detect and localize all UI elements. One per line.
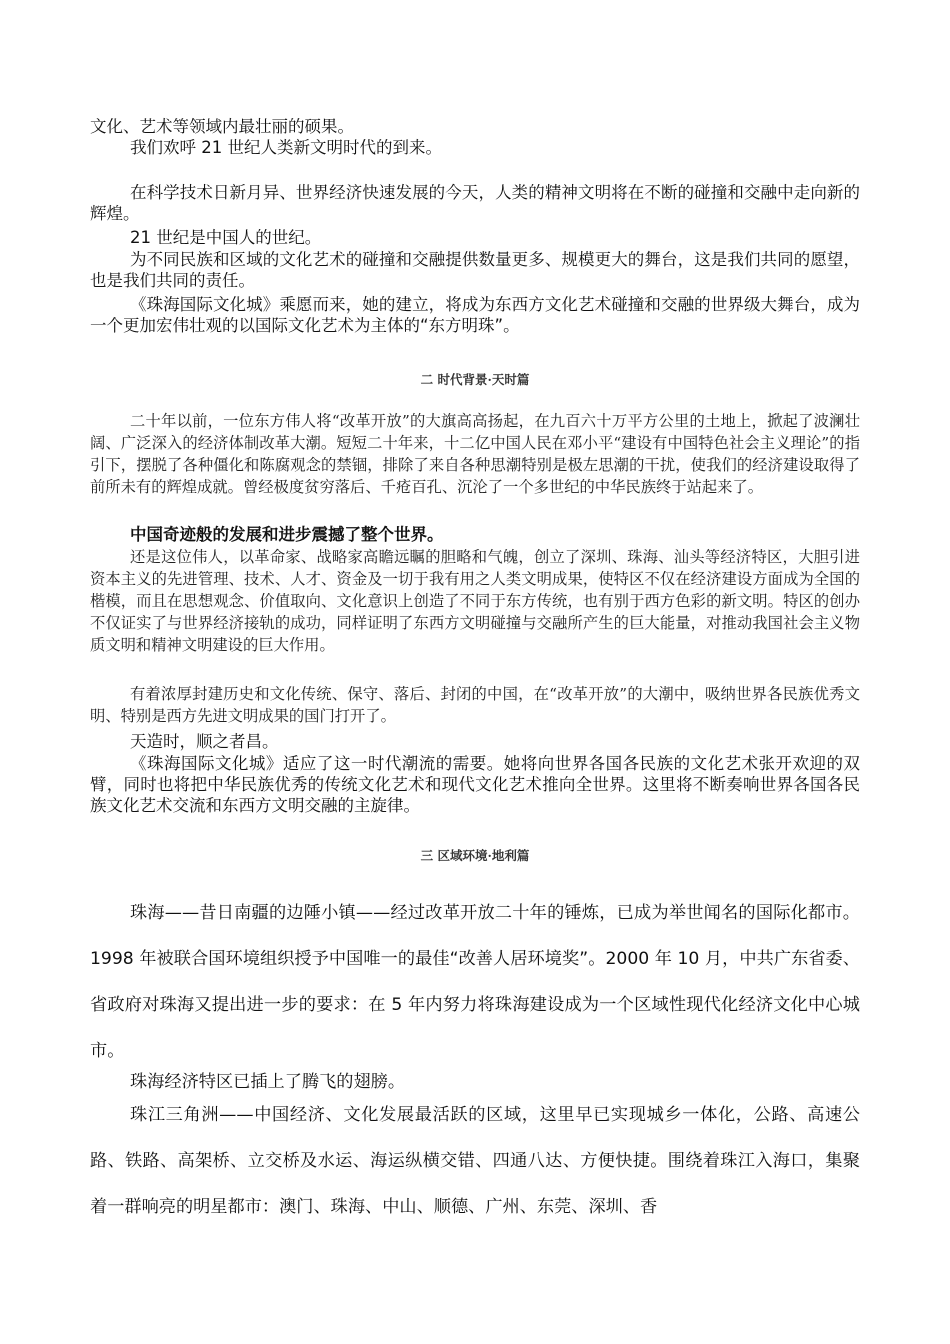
paragraph-heaven-made-time: 天造时，顺之者昌。	[130, 732, 279, 751]
paragraph-zhuhai: 珠海——昔日南疆的边陲小镇——经过改革开放二十年的锤炼，已成为举世闻名的国际化都市。1998 年被联合国环境组织授予中国唯一的最佳“改善人居环境奖”。2000 年 10 月，中共广东省委、省政府对珠海又提出进一步的要求：在 5 年内努力将珠海建设成为一个区域性现代化经济文化中心城市。	[90, 903, 860, 1061]
paragraph-shook-the-world: 中国奇迹般的发展和进步震撼了整个世界。	[130, 525, 444, 544]
paragraph-shared-wish: 为不同民族和区域的文化艺术的碰撞和交融提供数量更多、规模更大的舞台，这是我们共同的愿望，也是我们共同的责任。	[90, 250, 860, 290]
paragraph-pearl-river-delta: 珠江三角洲——中国经济、文化发展最活跃的区域，这里早已实现城乡一体化，公路、高速公路、铁路、高架桥、立交桥及水运、海运纵横交错、四通八达、方便快捷。围绕着珠江入海口，集聚着一群响亮的明星都市：澳门、珠海、中山、顺德、广州、东莞、深圳、香	[90, 1105, 860, 1217]
paragraph-welcome: 我们欢呼 21 世纪人类新文明时代的到来。	[130, 138, 442, 157]
paragraph-chinese-century: 21 世纪是中国人的世纪。	[130, 228, 322, 247]
paragraph-zhuhai-wings: 珠海经济特区已插上了腾飞的翅膀。	[130, 1072, 406, 1092]
paragraph-doors-opened: 有着浓厚封建历史和文化传统、保守、落后、封闭的中国，在“改革开放”的大潮中，吸纳世界各民族优秀文明、特别是西方先进文明成果的国门打开了。	[90, 685, 860, 725]
paragraph-continuation: 文化、艺术等领域内最壮丽的硕果。	[90, 117, 354, 136]
section-heading-era-background: 二 时代背景·天时篇	[420, 372, 530, 387]
paragraph-spiritual-civilization: 在科学技术日新月异、世界经济快速发展的今天，人类的精神文明将在不断的碰撞和交融中走向新的辉煌。	[90, 183, 860, 223]
paragraph-culture-city-intro: 《珠海国际文化城》乘愿而来，她的建立，将成为东西方文化艺术碰撞和交融的世界级大舞台，成为一个更加宏伟壮观的以国际文化艺术为主体的“东方明珠”。	[90, 295, 860, 335]
section-heading-regional-environment: 三 区域环境·地利篇	[420, 848, 530, 863]
paragraph-reform-opening: 二十年以前，一位东方伟人将“改革开放”的大旗高高扬起，在九百六十万平方公里的土地上，掀起了波澜壮阔、广泛深入的经济体制改革大潮。短短二十年来，十二亿中国人民在邓小平“建设有中国特色社会主义理论”的指引下，摆脱了各种僵化和陈腐观念的禁锢，排除了来自各种思潮特别是极左思潮的干扰，使我们的经济建设取得了前所未有的辉煌成就。曾经极度贫穷落后、千疮百孔、沉沦了一个多世纪的中华民族终于站起来了。	[90, 412, 860, 496]
paragraph-special-economic-zones: 还是这位伟人，以革命家、战略家高瞻远瞩的胆略和气魄，创立了深圳、珠海、汕头等经济特区，大胆引进资本主义的先进管理、技术、人才、资金及一切于我有用之人类文明成果，使特区不仅在经济建设方面成为全国的楷模，而且在思想观念、价值取向、文化意识上创造了不同于东方传统，也有别于西方色彩的新文明。特区的创办不仅证实了与世界经济接轨的成功，同样证明了东西方文明碰撞与交融所产生的巨大能量，对推动我国社会主义物质文明和精神文明建设的巨大作用。	[90, 548, 860, 654]
paragraph-culture-city-trend: 《珠海国际文化城》适应了这一时代潮流的需要。她将向世界各国各民族的文化艺术张开欢迎的双臂，同时也将把中华民族优秀的传统文化艺术和现代文化艺术推向全世界。这里将不断奏响世界各国各民族文化艺术交流和东西方文明交融的主旋律。	[90, 754, 860, 815]
